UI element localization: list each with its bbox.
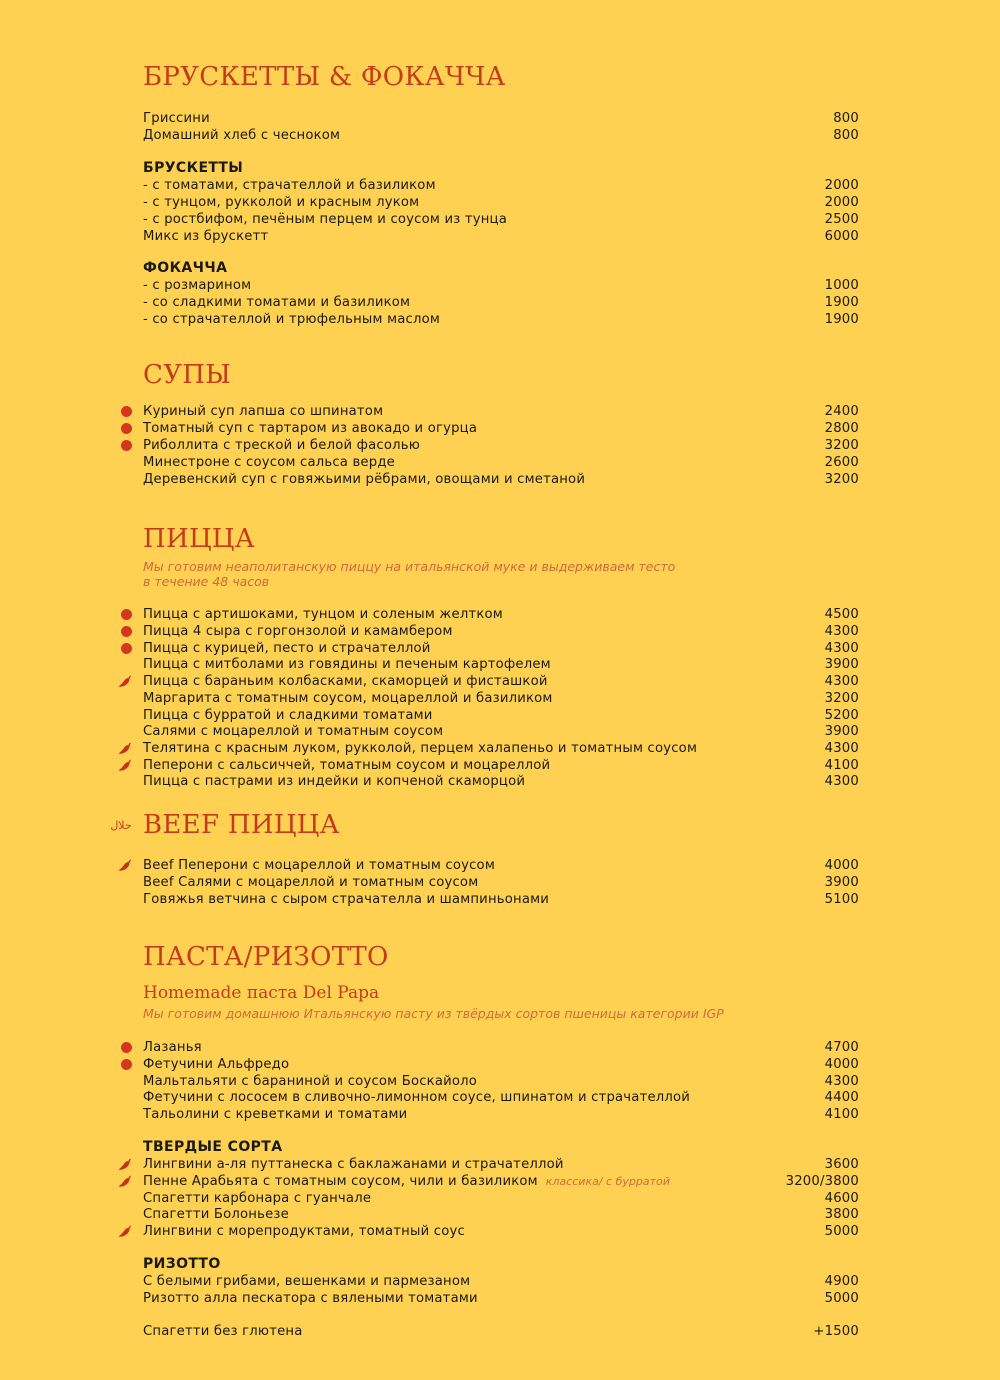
menu-item <box>143 277 859 294</box>
item-price: 2400 <box>824 404 859 419</box>
recommended-dot-icon <box>121 1042 132 1053</box>
item-price: 3900 <box>824 657 859 672</box>
item-price: 1000 <box>824 278 859 293</box>
menu-item <box>143 874 859 891</box>
item-name: Ризотто алла пескатора с вялеными томатами <box>143 1291 478 1306</box>
menu-item <box>143 110 859 127</box>
pizza-note-line1: Мы готовим неаполитанскую пиццу на итальянской муке и выдерживаем тесто <box>143 559 676 574</box>
item-name: Маргарита с томатным соусом, моцареллой и базиликом <box>143 691 553 706</box>
item-price: 4300 <box>824 741 859 756</box>
item-price: 4000 <box>824 1057 859 1072</box>
chili-pepper-icon <box>118 858 132 872</box>
item-price: 1900 <box>824 295 859 310</box>
menu-item <box>143 757 859 774</box>
item-name: Лазанья <box>143 1040 202 1055</box>
item-name: Пицца с митболами из говядины и печеным картофелем <box>143 657 551 672</box>
menu-item <box>143 656 859 673</box>
menu-item-extra <box>143 1323 859 1340</box>
menu-item <box>143 1173 859 1190</box>
item-name: Пеперони с сальсиччей, томатным соусом и моцареллой <box>143 758 551 773</box>
chili-pepper-icon <box>118 741 132 755</box>
item-name: Фетучини с лососем в сливочно-лимонном соусе, шпинатом и страчателлой <box>143 1090 691 1105</box>
section-title-pizza: ПИЦЦА <box>143 524 255 554</box>
group-title-bruschette: БРУСКЕТТЫ <box>143 160 244 176</box>
item-price: 4100 <box>824 758 859 773</box>
chili-pepper-icon <box>118 1224 132 1238</box>
pasta-subtitle: Homemade паста Del Papa <box>143 983 380 1003</box>
item-name: Пицца с артишоками, тунцом и соленым желтком <box>143 607 503 622</box>
menu-item <box>143 740 859 757</box>
item-price: 800 <box>833 111 859 126</box>
item-price: 4700 <box>824 1040 859 1055</box>
recommended-dot-icon <box>121 1059 132 1070</box>
item-name: Томатный суп с тартаром из авокадо и огурца <box>143 421 478 436</box>
item-name-text: Пенне Арабьята с томатным соусом, чили и базиликом <box>143 1174 538 1189</box>
section-title-pasta: ПАСТА/РИЗОТТО <box>143 942 389 972</box>
item-name: Тальолини с креветками и томатами <box>143 1107 408 1122</box>
recommended-dot-icon <box>121 609 132 620</box>
section-title-bruschetta: БРУСКЕТТЫ & ФОКАЧЧА <box>143 62 506 92</box>
item-name: Минестроне с соусом сальса верде <box>143 455 395 470</box>
menu-item <box>143 403 859 420</box>
item-price: 2000 <box>824 195 859 210</box>
item-name: Beef Салями с моцареллой и томатным соусом <box>143 875 479 890</box>
menu-item <box>143 606 859 623</box>
item-price: 2500 <box>824 212 859 227</box>
item-name: - с розмарином <box>143 278 252 293</box>
menu-item <box>143 773 859 790</box>
item-price: 3900 <box>824 724 859 739</box>
item-name: Куриный суп лапша со шпинатом <box>143 404 384 419</box>
menu-item <box>143 471 859 488</box>
item-name: Лингвини с морепродуктами, томатный соус <box>143 1224 465 1239</box>
menu-item <box>143 420 859 437</box>
item-price: 5100 <box>824 892 859 907</box>
item-name: Beef Пеперони с моцареллой и томатным соусом <box>143 858 495 873</box>
menu-item <box>143 127 859 144</box>
menu-item <box>143 228 859 245</box>
menu-item <box>143 311 859 328</box>
item-name: - с томатами, страчателлой и базиликом <box>143 178 436 193</box>
menu-item <box>143 1056 859 1073</box>
menu-item <box>143 1073 859 1090</box>
item-name: Спагетти без глютена <box>143 1324 303 1339</box>
item-name: Гриссини <box>143 111 210 126</box>
chili-pepper-icon <box>118 1174 132 1188</box>
item-price: 4300 <box>824 774 859 789</box>
item-price: 2600 <box>824 455 859 470</box>
item-name: Риболлита с треской и белой фасолью <box>143 438 421 453</box>
item-price: 3200 <box>824 438 859 453</box>
chili-pepper-icon <box>118 758 132 772</box>
menu-item <box>143 1206 859 1223</box>
item-price: 3200/3800 <box>785 1174 859 1189</box>
recommended-dot-icon <box>121 440 132 451</box>
item-price: 3800 <box>824 1207 859 1222</box>
item-price: 4300 <box>824 624 859 639</box>
menu-item <box>143 177 859 194</box>
item-name: Телятина с красным луком, рукколой, перцем халапеньо и томатным соусом <box>143 741 698 756</box>
item-price: 3200 <box>824 691 859 706</box>
menu-item <box>143 1273 859 1290</box>
item-price: 4900 <box>824 1274 859 1289</box>
menu-item <box>143 1156 859 1173</box>
item-name: Салями с моцареллой и томатным соусом <box>143 724 444 739</box>
menu-item <box>143 294 859 311</box>
menu-item <box>143 437 859 454</box>
item-name: С белыми грибами, вешенками и пармезаном <box>143 1274 471 1289</box>
item-name: - со сладкими томатами и базиликом <box>143 295 411 310</box>
halal-icon: حلال <box>110 819 132 832</box>
item-price: 3600 <box>824 1157 859 1172</box>
group-title-risotto: РИЗОТТО <box>143 1256 221 1272</box>
item-variant-note: классика/ с бурратой <box>545 1175 670 1188</box>
menu-item <box>143 1223 859 1240</box>
group-title-focaccia: ФОКАЧЧА <box>143 260 228 276</box>
menu-item <box>143 707 859 724</box>
item-name: Пицца 4 сыра с горгонзолой и камамбером <box>143 624 453 639</box>
item-price: 5000 <box>824 1291 859 1306</box>
item-name: Мальтальяти с бараниной и соусом Боскайоло <box>143 1074 478 1089</box>
menu-item <box>143 1190 859 1207</box>
item-name: Пицца с курицей, песто и страчателлой <box>143 641 431 656</box>
menu-item <box>143 194 859 211</box>
item-name: Спагетти Болоньезе <box>143 1207 289 1222</box>
item-price: 2800 <box>824 421 859 436</box>
item-price: 4600 <box>824 1191 859 1206</box>
menu-item <box>143 640 859 657</box>
pasta-note: Мы готовим домашнюю Итальянскую пасту из твёрдых сортов пшеницы категории IGP <box>143 1006 724 1021</box>
item-price: 5000 <box>824 1224 859 1239</box>
section-title-soups: СУПЫ <box>143 360 232 390</box>
item-name: Спагетти карбонара с гуанчале <box>143 1191 372 1206</box>
item-name: Домашний хлеб с чесноком <box>143 128 341 143</box>
item-name: - с ростбифом, печёным перцем и соусом из тунца <box>143 212 507 227</box>
item-name: Лингвини а-ля путтанеска с баклажанами и страчателлой <box>143 1157 564 1172</box>
item-name: - со страчателлой и трюфельным маслом <box>143 312 441 327</box>
item-name <box>143 1173 670 1190</box>
recommended-dot-icon <box>121 406 132 417</box>
group-title-durum: ТВЕРДЫЕ СОРТА <box>143 1139 283 1155</box>
item-price: 4500 <box>824 607 859 622</box>
recommended-dot-icon <box>121 423 132 434</box>
item-name: Фетучини Альфредо <box>143 1057 290 1072</box>
item-price: 6000 <box>824 229 859 244</box>
menu-item <box>143 1290 859 1307</box>
item-price: 5200 <box>824 708 859 723</box>
menu-item <box>143 623 859 640</box>
section-title-beef-pizza: BEEF ПИЦЦА <box>143 810 340 840</box>
recommended-dot-icon <box>121 626 132 637</box>
item-price: 3200 <box>824 472 859 487</box>
item-price: 4300 <box>824 641 859 656</box>
item-price: 800 <box>833 128 859 143</box>
menu-item <box>143 857 859 874</box>
item-name: Пицца с бараньим колбасками, скаморцей и фисташкой <box>143 674 548 689</box>
item-name: Микс из брускетт <box>143 229 269 244</box>
menu-item <box>143 690 859 707</box>
item-price: 4400 <box>824 1090 859 1105</box>
item-name: - с тунцом, рукколой и красным луком <box>143 195 420 210</box>
item-price: 4000 <box>824 858 859 873</box>
menu-item <box>143 723 859 740</box>
item-price: 4300 <box>824 1074 859 1089</box>
item-price: 4100 <box>824 1107 859 1122</box>
item-name: Пицца с бурратой и сладкими томатами <box>143 708 433 723</box>
menu-item <box>143 891 859 908</box>
menu-item <box>143 454 859 471</box>
item-name: Пицца с пастрами из индейки и копченой скаморцой <box>143 774 526 789</box>
item-price: 1900 <box>824 312 859 327</box>
item-price: 2000 <box>824 178 859 193</box>
menu-item <box>143 1106 859 1123</box>
menu-item <box>143 1089 859 1106</box>
item-price: 4300 <box>824 674 859 689</box>
pizza-note-line2: в течение 48 часов <box>143 574 270 589</box>
chili-pepper-icon <box>118 1157 132 1171</box>
item-name: Деревенский суп с говяжьими рёбрами, овощами и сметаной <box>143 472 586 487</box>
chili-pepper-icon <box>118 674 132 688</box>
menu-item <box>143 673 859 690</box>
item-price: +1500 <box>813 1324 859 1339</box>
menu-item <box>143 1039 859 1056</box>
recommended-dot-icon <box>121 643 132 654</box>
item-name: Говяжья ветчина с сыром страчателла и шампиньонами <box>143 892 550 907</box>
menu-item <box>143 211 859 228</box>
item-price: 3900 <box>824 875 859 890</box>
